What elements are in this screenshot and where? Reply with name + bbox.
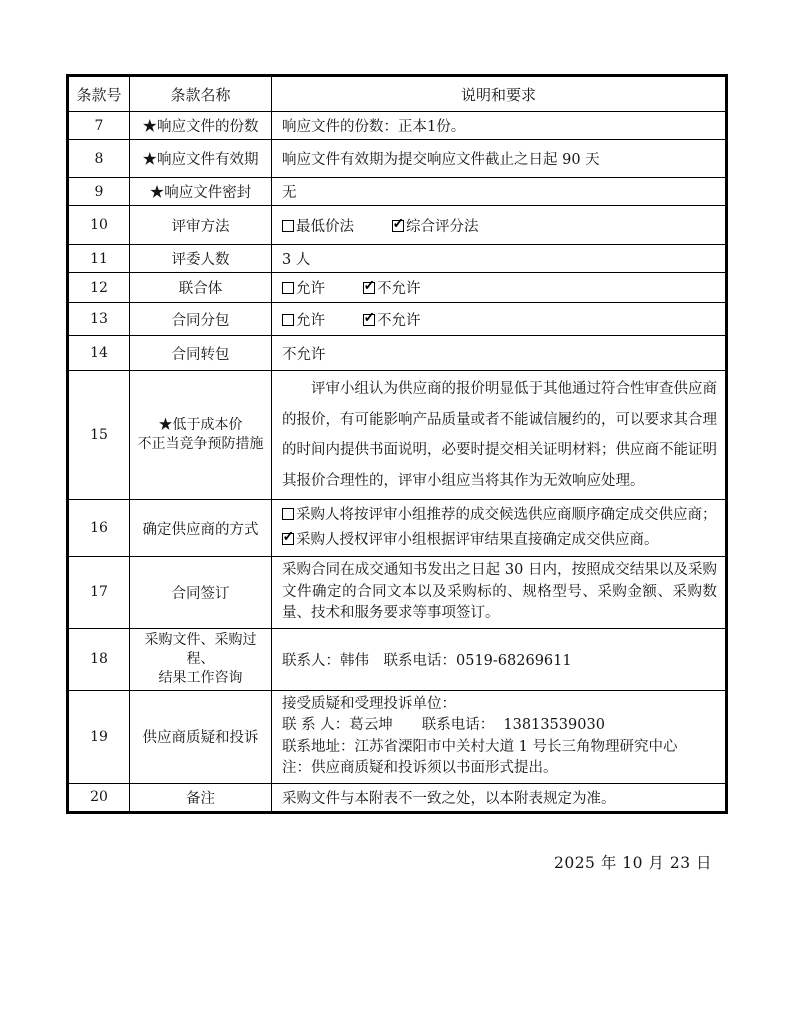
- clause-no: 13: [68, 303, 130, 336]
- contact-note-line: 注：供应商质疑和投诉须以书面形式提出。: [282, 760, 558, 776]
- checkbox-checked-icon: [363, 282, 375, 294]
- clause-paragraph: 评审小组认为供应商的报价明显低于其他通过符合性审查供应商的报价，有可能影响产品质量或者不能诚信履约的，可以要求其合理的时间内提供书面说明，必要时提交相关证明材料；供应商不能证明其报价合理性的，评审小组应当将其作为无效响应处理。: [282, 381, 717, 489]
- clause-desc: 采购文件与本附表不一致之处，以本附表规定为准。: [272, 783, 727, 812]
- option-allow: [282, 309, 325, 330]
- checkbox-checked-icon: [282, 533, 294, 545]
- option-lowest-price: [282, 215, 354, 236]
- table-header-row: [68, 76, 727, 112]
- clause-no: 9: [68, 178, 130, 206]
- checkbox-checked-icon: [363, 314, 375, 326]
- clause-name: ★响应文件有效期: [130, 140, 272, 178]
- clause-desc: [272, 500, 727, 557]
- option-label: 允许: [296, 281, 325, 297]
- contact-address-line: 联系地址：江苏省溧阳市中关村大道 1 号长三角物理研究中心: [282, 738, 678, 755]
- table-row: [68, 783, 727, 812]
- clause-name: 评委人数: [130, 245, 272, 273]
- clause-name-line: 结果工作咨询: [158, 669, 243, 686]
- table-row: [68, 303, 727, 336]
- contact-person-line: 联 系 人：葛云坤 联系电话： 13813539030: [282, 717, 605, 733]
- clause-no: 11: [68, 245, 130, 273]
- clause-no: 7: [68, 112, 130, 140]
- option-label: 综合评分法: [406, 218, 479, 235]
- clause-desc: 无: [272, 178, 727, 206]
- table-row: [68, 336, 727, 371]
- clauses-table: [66, 74, 728, 814]
- checkbox-unchecked-icon: [282, 314, 294, 326]
- option-label: 不允许: [377, 281, 421, 297]
- clause-name: 评审方法: [130, 206, 272, 245]
- clause-no: 20: [68, 783, 130, 812]
- table-row: [68, 206, 727, 245]
- table-row: [68, 273, 727, 303]
- option-label: 不允许: [377, 312, 421, 329]
- clause-desc: 3 人: [272, 245, 727, 273]
- clause-desc: [272, 557, 727, 629]
- clause-name: [130, 371, 272, 500]
- clause-name-line: 不正当竞争预防措施: [137, 436, 264, 452]
- clause-no: 16: [68, 500, 130, 557]
- header-clause-name: 条款名称: [130, 76, 272, 112]
- clause-name: 确定供应商的方式: [130, 500, 272, 557]
- table-row: [68, 500, 727, 557]
- table-row: [68, 140, 727, 178]
- header-description: 说明和要求: [272, 76, 727, 112]
- table-row: [68, 245, 727, 273]
- table-row: [68, 690, 727, 783]
- clause-name-line: 采购文件、采购过程、: [144, 631, 257, 667]
- clause-name: 供应商质疑和投诉: [130, 690, 272, 783]
- clause-desc: [272, 371, 727, 500]
- clause-paragraph: 采购合同在成交通知书发出之日起 30 日内，按照成交结果以及采购文件确定的合同文本以及采购标的、规格型号、采购金额、采购数量、技术和服务要求等事项签订。: [282, 562, 717, 621]
- clause-no: 10: [68, 206, 130, 245]
- option-comprehensive-scoring: [392, 215, 479, 236]
- clause-desc: [272, 303, 727, 336]
- clause-desc: 响应文件有效期为提交响应文件截止之日起 90 天: [272, 140, 727, 178]
- option-disallow: [363, 309, 421, 330]
- clause-no: 12: [68, 273, 130, 303]
- clause-name: 合同转包: [130, 336, 272, 371]
- clause-no: 14: [68, 336, 130, 371]
- option-label: 采购人将按评审小组推荐的成交候选供应商顺序确定成交供应商；: [296, 507, 717, 523]
- clause-name: 合同分包: [130, 303, 272, 336]
- header-clause-no: 条款号: [68, 76, 130, 112]
- table-row: [68, 628, 727, 690]
- checkbox-unchecked-icon: [282, 508, 294, 520]
- contact-unit-line: 接受质疑和受理投诉单位：: [282, 695, 456, 712]
- clause-name: 备注: [130, 783, 272, 812]
- clause-desc: [272, 690, 727, 783]
- table-row: [68, 557, 727, 629]
- table-row: [68, 371, 727, 500]
- clause-no: 15: [68, 371, 130, 500]
- clause-name: [130, 628, 272, 690]
- clause-name: ★响应文件的份数: [130, 112, 272, 140]
- clause-name: 合同签订: [130, 557, 272, 629]
- clause-desc: 响应文件的份数：正本1份。: [272, 112, 727, 140]
- clause-no: 8: [68, 140, 130, 178]
- clause-desc: 联系人：韩伟 联系电话：0519-68269611: [272, 628, 727, 690]
- option-label: 采购人授权评审小组根据评审结果直接确定成交供应商。: [296, 532, 659, 548]
- clause-name: ★响应文件密封: [130, 178, 272, 206]
- table-row: [68, 178, 727, 206]
- checkbox-unchecked-icon: [282, 220, 294, 232]
- table-row: [68, 112, 727, 140]
- clause-name: 联合体: [130, 273, 272, 303]
- checkbox-unchecked-icon: [282, 282, 294, 294]
- option-label: 最低价法: [296, 218, 354, 235]
- clause-desc: 不允许: [272, 336, 727, 371]
- clause-no: 18: [68, 628, 130, 690]
- option-disallow: [363, 277, 421, 298]
- clause-no: 19: [68, 690, 130, 783]
- option-authorize-panel: [282, 528, 717, 553]
- clause-desc: [272, 273, 727, 303]
- option-ranked-candidates: [282, 503, 717, 528]
- document-date: 2025 年 10 月 23 日: [553, 854, 712, 872]
- option-label: 允许: [296, 312, 325, 329]
- clause-no: 17: [68, 557, 130, 629]
- option-allow: [282, 277, 325, 298]
- clause-name-line: ★低于成本价: [158, 417, 243, 433]
- checkbox-checked-icon: [392, 220, 404, 232]
- clause-desc: [272, 206, 727, 245]
